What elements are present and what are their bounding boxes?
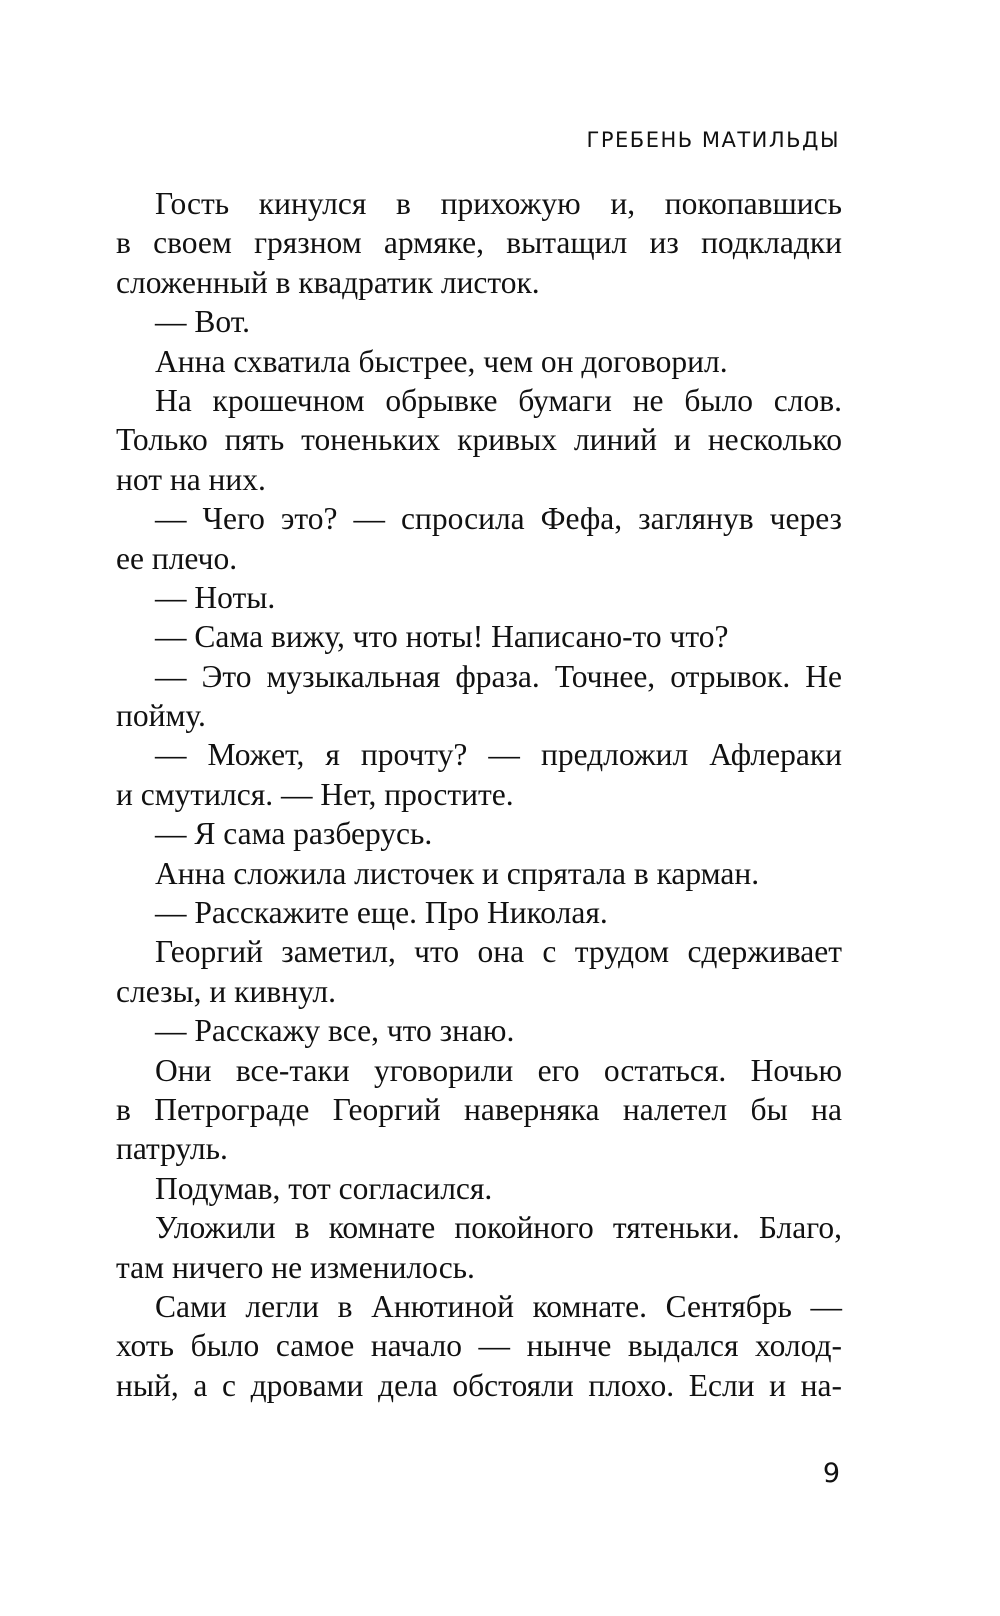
text-line: Сами легли в Анютиной комнате. Сентябрь —	[155, 1288, 842, 1324]
text-line: — Чего это? — спросила Фефа, заглянув через	[155, 501, 842, 537]
text-line: — Сама вижу, что ноты! Написано-то что?	[155, 619, 729, 655]
text-line: Подумав, тот согласился.	[155, 1170, 493, 1206]
text-line: патруль.	[116, 1131, 228, 1167]
text-line: — Я сама разберусь.	[155, 816, 433, 852]
text-line: — Может, я прочту? — предложил Афлераки	[155, 737, 842, 773]
text-line: Анна схватила быстрее, чем он договорил.	[155, 343, 728, 379]
text-line: в Петрограде Георгий наверняка налетел бы на	[116, 1091, 842, 1127]
text-line: — Расскажу все, что знаю.	[155, 1013, 515, 1049]
text-line: — Вот.	[155, 304, 250, 340]
text-line: — Расскажите еще. Про Николая.	[155, 895, 608, 931]
text-line: ее плечо.	[116, 540, 238, 576]
text-line: сложенный в квадратик листок.	[116, 264, 540, 300]
text-line: хоть было самое начало — нынче выдался холод-	[116, 1328, 842, 1364]
text-line: Анна сложила листочек и спрятала в карман.	[155, 855, 760, 891]
text-line: и смутился. — Нет, простите.	[116, 776, 514, 812]
text-line: в своем грязном армяке, вытащил из подкладки	[116, 225, 842, 261]
text-line: Только пять тоненьких кривых линий и несколько	[116, 422, 842, 458]
text-line: пойму.	[116, 698, 206, 734]
running-head-title: ГРЕБЕНЬ МАТИЛЬДЫ	[586, 128, 840, 152]
text-line: Они все-таки уговорили его остаться. Ночью	[155, 1052, 842, 1088]
text-line: Уложили в комнате покойного тятеньки. Благо,	[155, 1210, 842, 1246]
page-number: 9	[822, 1458, 840, 1489]
body-text	[116, 184, 842, 1405]
text-line: Георгий заметил, что она с трудом сдерживает	[155, 934, 842, 970]
text-line: там ничего не изменилось.	[116, 1249, 475, 1285]
text-line: На крошечном обрывке бумаги не было слов.	[155, 382, 842, 418]
text-line: — Это музыкальная фраза. Точнее, отрывок. Не	[155, 658, 842, 694]
text-line: ный, а с дровами дела обстояли плохо. Если и на-	[116, 1367, 842, 1403]
text-line: нот на них.	[116, 461, 266, 497]
text-line: слезы, и кивнул.	[116, 973, 337, 1009]
text-line: — Ноты.	[155, 579, 276, 615]
text-line: Гость кинулся в прихожую и, покопавшись	[155, 186, 842, 221]
